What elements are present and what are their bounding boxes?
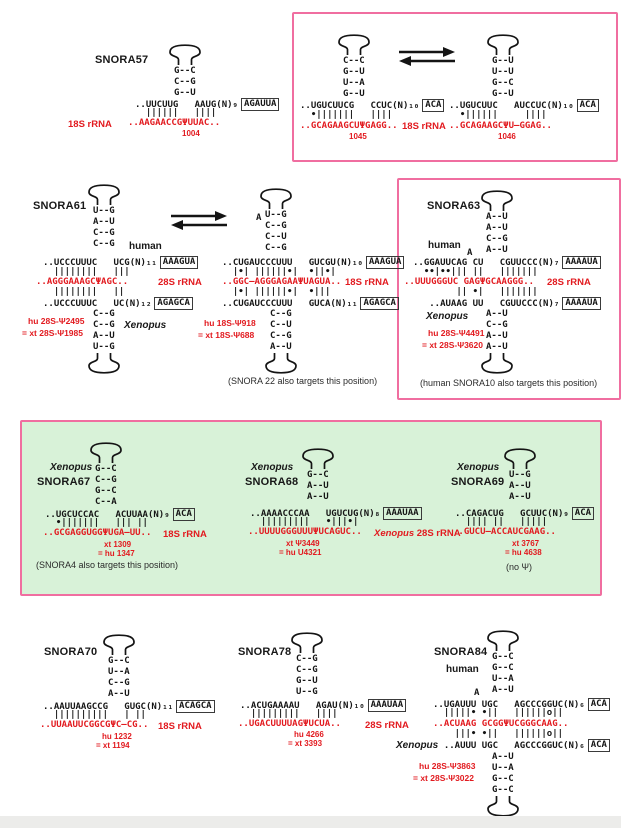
stem-pair: C--A [95, 497, 117, 507]
psi-position-annotation: hu 28S-Ψ2495 [28, 316, 85, 326]
box-motif: ACA [422, 99, 444, 112]
snora69-title: SNORA69 [451, 476, 505, 488]
target-position: xt Ψ3449 [286, 539, 320, 548]
stem-pair: C--G [296, 654, 318, 664]
basepair-marks: |•| ||||||•| •||•| [222, 267, 336, 277]
rrna-label: 18S rRNA [68, 119, 112, 130]
strand-sequence: ..AUUU UGC AGCCCGGUC(N)₆ [433, 740, 585, 751]
target-position: 1046 [498, 132, 516, 141]
box-motif: ACA [173, 508, 195, 521]
stem-pair: C--G [108, 678, 130, 688]
xenopus-label: Xenopus [426, 311, 469, 322]
stem-pair: G--U [343, 67, 365, 77]
strand-sequence: ..UGUCUUC AUCCUC(N)₁₀ [449, 100, 574, 111]
box-motif: AGAGCA [154, 297, 193, 310]
rrna-label: 28S rRNA [158, 277, 202, 288]
stem-pair: A--U [486, 245, 508, 255]
rrna-sequence: ..UUUGGGUC GAGΨGCAAGGG.. [404, 277, 535, 287]
xenopus-label: Xenopus [251, 462, 294, 473]
stem-pair: C--G [174, 77, 196, 87]
snora78-title: SNORA78 [238, 646, 292, 658]
stem-pair: C--G [93, 239, 115, 249]
snora68-title: SNORA68 [245, 476, 299, 488]
strand-sequence: ..UGUCUUCG CCUC(N)₁₀ [300, 100, 420, 111]
box-motif: AAAGUA [160, 256, 199, 269]
stem-pair: C--G [270, 309, 292, 319]
stem-pair: C--C [343, 56, 365, 66]
target-position: hu 4266 [294, 730, 324, 739]
basepair-marks: |||• •|| ||||||o|| [433, 729, 564, 739]
stem-pair: A--U [509, 481, 531, 491]
stem-pair: G--C [174, 66, 196, 76]
footnote: (SNORA4 also targets this position) [36, 560, 179, 570]
strand-sequence: ..UUCUUG AAUG(N)₉ [135, 99, 238, 110]
stem-pair: U--G [296, 687, 318, 697]
stem-pair: G--U [492, 56, 514, 66]
rrna-label-text: 28S rRNA [416, 528, 461, 539]
snora61-title: SNORA61 [33, 200, 87, 212]
strand-sequence: ..AUAAG UU CGUUCCC(N)₇ [413, 298, 560, 309]
strand-sequence: ..UCCCUUUC UCG(N)₁₁ [43, 257, 157, 268]
footnote: (no Ψ) [506, 562, 533, 572]
stem-pair: G--U [343, 89, 365, 99]
stem-pair: U--A [492, 674, 514, 684]
stem-pair: A--U [486, 212, 508, 222]
basepair-marks: |•| ||||||•| •||| [222, 287, 331, 297]
stem-pair: A--U [108, 689, 130, 699]
basepair-marks: •||||||| ||| || [45, 518, 148, 528]
rrna-sequence: ..GCGAGGUGGΨUGA–UU.. [43, 528, 152, 538]
snora63-title: SNORA63 [427, 200, 481, 212]
snora70-title: SNORA70 [44, 646, 98, 658]
stem-pair: A--U [486, 342, 508, 352]
box-motif: AAAUAA [368, 699, 407, 712]
stem-pair: U--G [509, 470, 531, 480]
rrna-label: 18S rRNA [402, 121, 446, 132]
stem-pair: C--G [95, 475, 117, 485]
stem-pair: A--U [486, 223, 508, 233]
stem-pair: A--U [492, 685, 514, 695]
stem-pair: A--U [492, 752, 514, 762]
box-motif: AGAUUA [241, 98, 280, 111]
strand-sequence: ..UGAUUU UGC AGCCCGGUC(N)₆ [433, 699, 585, 710]
snora57-title: SNORA57 [95, 54, 149, 66]
stem-pair: G--C [492, 652, 514, 662]
stem-pairs [492, 752, 514, 796]
stem-pair: A--U [93, 217, 115, 227]
xenopus-label: Xenopus [50, 462, 93, 473]
stem-pair: G--U [492, 89, 514, 99]
basepair-marks: ||||||||| |||| [240, 709, 338, 719]
stem-pair: C--G [93, 228, 115, 238]
rrna-sequence: ..GCAGAAGCUΨGAGG.. [300, 121, 398, 131]
rrna-sequence: ..ACUAAG GCGGΨUCGGGCAAG.. [433, 719, 569, 729]
rrna-sequence: ..GGC–AGGGAGAAΨUAGUA.. [222, 277, 342, 287]
rrna-sequence: ..UUUUGGGUUUΨUCAGUC.. [248, 527, 362, 537]
rrna-label: 28S rRNA [365, 720, 409, 731]
box-motif: AAAUAA [383, 507, 422, 520]
stem-pairs [492, 652, 514, 696]
target-position: = hu 4638 [505, 548, 542, 557]
box-motif: AAAGUA [366, 256, 405, 269]
stem-pair: U--A [108, 667, 130, 677]
stem-pair: U--G [265, 210, 287, 220]
footnote: (human SNORA10 also targets this position) [420, 378, 598, 388]
target-position: 1045 [349, 132, 367, 141]
stem-pair: U--U [492, 67, 514, 77]
stem-pair: C--G [270, 331, 292, 341]
xenopus-label: Xenopus [396, 740, 439, 751]
stem-pair: G--C [492, 663, 514, 673]
bulged-nucleotide: A [474, 688, 480, 698]
snorna-strand [433, 739, 610, 752]
box-motif: ACAGCA [176, 700, 215, 713]
human-label: human [129, 241, 162, 252]
rrna-sequence: ..GUCU–ACCAUCGAAG.. [453, 527, 556, 537]
stem-pair: U--A [492, 763, 514, 773]
page-margin [0, 816, 621, 828]
bulged-nucleotide: A [467, 248, 473, 258]
basepair-marks: |||||• •|| ||||||o|| [433, 708, 564, 718]
rrna-sequence: ..AGGGAAAGCΨAGC.. [36, 277, 129, 287]
human-label: human [446, 664, 479, 675]
rrna-label: 28S rRNA [547, 277, 591, 288]
psi-position-annotation: hu 28S-Ψ3863 [419, 761, 476, 771]
stem-pair: U--G [93, 206, 115, 216]
strand-sequence: ..CUGAUCCCUUU GUCGU(N)₁₀ [222, 257, 363, 268]
stem-pair: C--G [93, 309, 115, 319]
xenopus-label: Xenopus [124, 320, 167, 331]
stem-pair: G--C [492, 785, 514, 795]
strand-sequence: ..ACUGAAAAU AGAU(N)₁₀ [240, 700, 365, 711]
stem-pair: G--C [492, 774, 514, 784]
target-position: = xt 1194 [96, 741, 130, 750]
basepair-marks: || •| ||||||| [413, 287, 538, 297]
psi-position-annotation: = xt 28S-Ψ1985 [22, 328, 83, 338]
stem-pair: C--U [270, 320, 292, 330]
target-position: hu 1232 [102, 732, 132, 741]
stem-pair: C--G [486, 234, 508, 244]
psi-position-annotation: = xt 28S-Ψ3022 [413, 773, 474, 783]
strand-sequence: ..UGCUCCAC ACUUAA(N)₉ [45, 509, 170, 520]
basepair-marks: |||||| |||| [135, 108, 217, 118]
stem-pair: C--G [93, 320, 115, 330]
stem-pair: G--C [108, 656, 130, 666]
rrna-sequence: ..UUAAUUCGGCGΨC–CG.. [40, 720, 149, 730]
stem-pair: G--C [307, 470, 329, 480]
stem-pair: G--U [174, 88, 196, 98]
basepair-marks: ••|••||| || ||||||| [413, 267, 538, 277]
hairpin-loop-icon [485, 630, 521, 651]
rrna-label: 18S rRNA [158, 721, 202, 732]
strand-sequence: ..GGAUUCAG CU CGUUCCC(N)₇ [413, 257, 560, 268]
box-motif: ACA [588, 698, 610, 711]
basepair-marks: •|||||| |||| [449, 110, 547, 120]
stem-pair: A--U [307, 481, 329, 491]
rrna-label: 18S rRNA [163, 529, 207, 540]
snora84-title: SNORA84 [434, 646, 488, 658]
stem-pair: C--U [265, 232, 287, 242]
target-position: 1004 [182, 129, 200, 138]
rrna-label: 18S rRNA [345, 277, 389, 288]
strand-sequence: ..CUGAUCCCUUU GUCA(N)₁₁ [222, 298, 358, 309]
stem-pair: G--C [492, 78, 514, 88]
stem-pair: C--G [486, 320, 508, 330]
basepair-marks: |||||||| || [43, 287, 125, 297]
stem-pair: U--A [343, 78, 365, 88]
stem-pair: C--G [265, 221, 287, 231]
box-motif: ACA [577, 99, 599, 112]
stem-pair: C--G [296, 665, 318, 675]
stem-pair: A--U [486, 331, 508, 341]
rrna-sequence: ..AAGAACCGΨUUAC.. [128, 118, 221, 128]
psi-position-annotation: = xt 18S-Ψ688 [198, 330, 255, 340]
xenopus-label: Xenopus [457, 462, 500, 473]
rrna-label-species: Xenopus [374, 528, 415, 539]
stem-pair: G--C [95, 464, 117, 474]
strand-sequence: ..UCCCUUUC UC(N)₁₂ [43, 298, 152, 309]
box-motif: AAAAUA [562, 297, 601, 310]
box-motif: ACA [572, 507, 594, 520]
stem-pair: C--G [265, 243, 287, 253]
basepair-marks: •||||||| |||| [300, 110, 393, 120]
stem-pair: A--U [307, 492, 329, 502]
box-motif: AAAAUA [562, 256, 601, 269]
psi-position-annotation: = xt 28S-Ψ3620 [422, 340, 483, 350]
bulged-nucleotide: A [256, 213, 262, 223]
human-label: human [428, 240, 461, 251]
basepair-marks: |||| || ||||| [455, 517, 548, 527]
basepair-marks: |||||||||| | || [43, 710, 146, 720]
hairpin-loop-icon [485, 796, 521, 817]
stem-pair: A--U [486, 309, 508, 319]
strand-sequence: ..CAGACUG GCUUC(N)₉ [455, 508, 569, 519]
strand-sequence: ..AAAACCCAA UGUCUG(N)₈ [250, 508, 381, 519]
box-motif: ACA [588, 739, 610, 752]
strand-sequence: ..AAUUAAGCCG GUGC(N)₁₁ [43, 701, 174, 712]
stem-pair: U--G [93, 342, 115, 352]
stem-pair: A--U [93, 331, 115, 341]
target-position: xt 3767 [512, 539, 540, 548]
target-position: xt 1309 [104, 540, 132, 549]
stem-pair: G--C [95, 486, 117, 496]
snora67-title: SNORA67 [37, 476, 91, 488]
target-position: = hu 1347 [98, 549, 135, 558]
box-motif: AGAGCA [360, 297, 399, 310]
basepair-marks: ||||||||| •|||•| [250, 517, 359, 527]
target-position: = hu U4321 [279, 548, 322, 557]
target-position: = xt 3393 [288, 739, 323, 748]
psi-position-annotation: hu 28S-Ψ4491 [428, 328, 485, 338]
stem-pair: A--U [509, 492, 531, 502]
stem-pair: A--U [270, 342, 292, 352]
rrna-sequence: ..UGACUUUUAGΨUCUA.. [238, 719, 341, 729]
footnote: (SNORA 22 also targets this position) [228, 376, 378, 386]
psi-position-annotation: hu 18S-Ψ918 [204, 318, 256, 328]
stem-pair: G--U [296, 676, 318, 686]
basepair-marks: |||||||| ||| [43, 267, 130, 277]
rrna-sequence: ..GCAGAAGCΨU–GGAG.. [449, 121, 552, 131]
